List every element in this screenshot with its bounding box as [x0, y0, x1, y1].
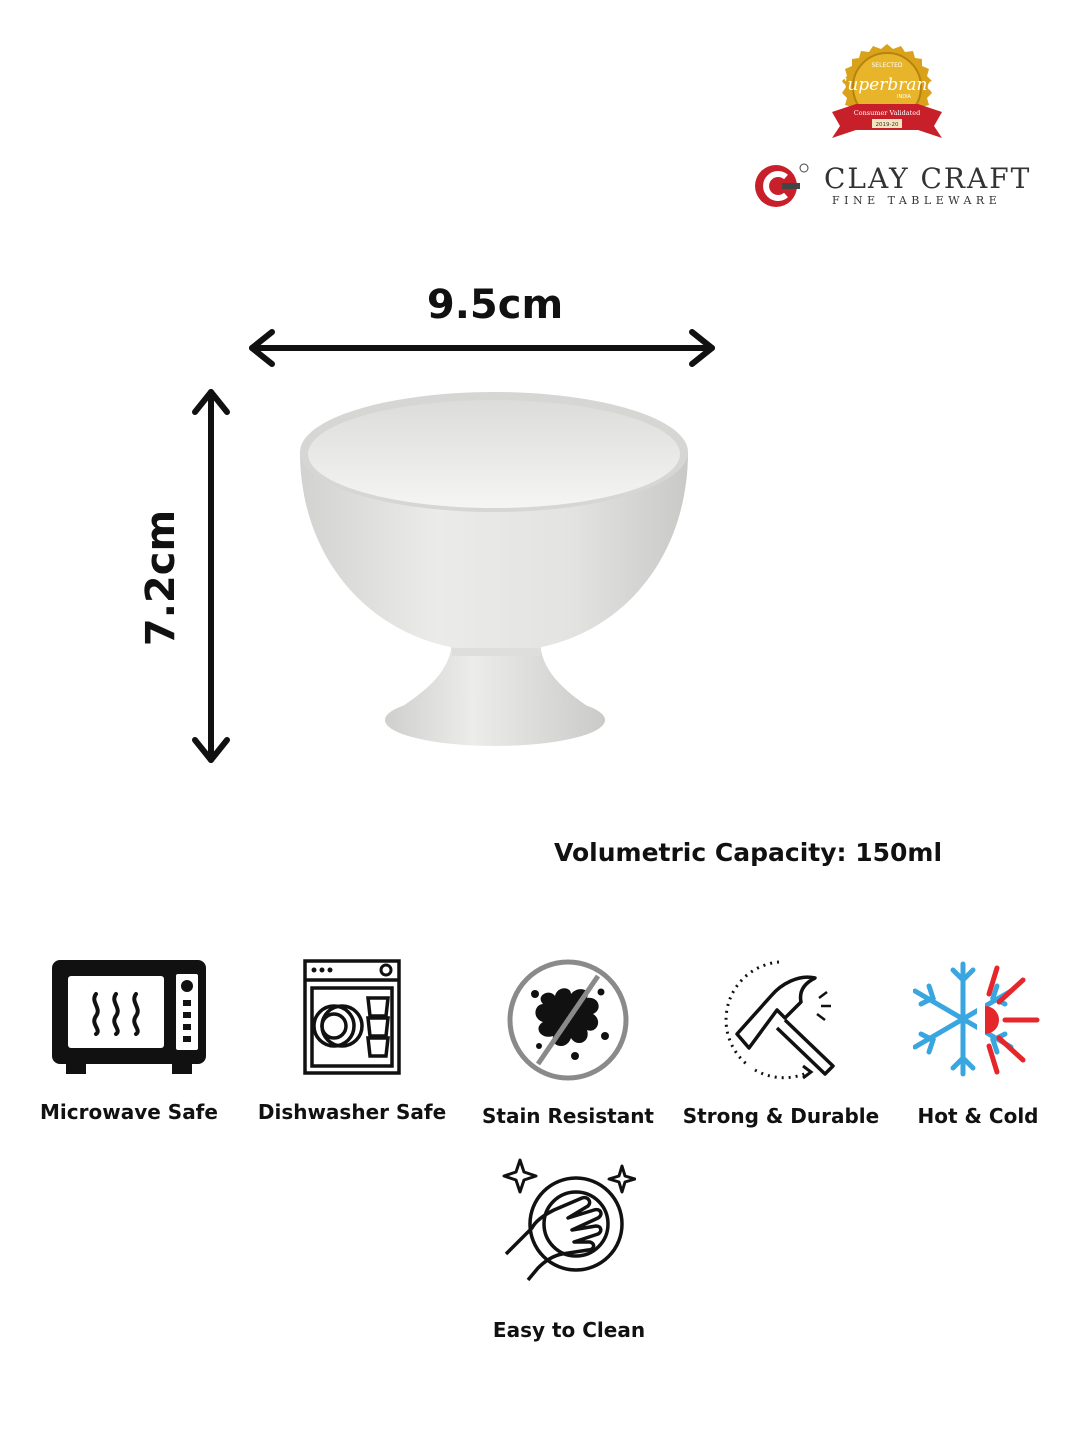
feature-easy-to-clean	[464, 1158, 674, 1342]
volumetric-capacity: Volumetric Capacity: 150ml	[554, 838, 943, 867]
clay-craft-mark-icon	[752, 160, 814, 210]
clay-craft-logo	[752, 158, 1032, 210]
dessert-bowl-image	[290, 380, 700, 770]
dishwasher-icon	[302, 958, 402, 1078]
feature-hot-cold	[873, 958, 1080, 1128]
width-arrow-right-head	[692, 332, 712, 364]
feature-microwave-safe	[24, 958, 234, 1124]
svg-text:Superbrand: Superbrand	[835, 75, 939, 95]
feature-label: Hot & Cold	[917, 1104, 1039, 1128]
svg-text:INDIA: INDIA	[897, 94, 911, 100]
width-arrow-left-head	[252, 332, 272, 364]
hot-cold-icon	[913, 958, 1043, 1082]
stain-resistant-icon	[505, 958, 631, 1082]
clean-plate-icon	[502, 1158, 636, 1288]
height-label: 7.2cm	[138, 509, 184, 647]
height-arrow-top-head	[195, 392, 227, 412]
feature-stain-resistant	[463, 958, 673, 1128]
hammer-icon	[719, 958, 843, 1082]
feature-dishwasher-safe	[247, 958, 457, 1124]
feature-label: Stain Resistant	[481, 1104, 654, 1128]
brand-tagline: FINE TABLEWARE	[832, 194, 1002, 207]
feature-label: Strong & Durable	[682, 1104, 880, 1128]
feature-label: Easy to Clean	[492, 1318, 646, 1342]
width-label: 9.5cm	[426, 282, 564, 328]
feature-label: Microwave Safe	[40, 1100, 218, 1124]
superbrand-badge	[826, 40, 948, 144]
microwave-icon	[50, 958, 208, 1078]
feature-label: Dishwasher Safe	[257, 1100, 447, 1124]
svg-text:Consumer Validated: Consumer Validated	[853, 109, 921, 117]
brand-name: CLAY CRAFT	[824, 162, 1032, 195]
svg-text:SELECTED: SELECTED	[871, 62, 903, 69]
svg-text:2019-20: 2019-20	[875, 122, 899, 128]
feature-strong-durable	[676, 958, 886, 1128]
height-arrow-bottom-head	[195, 740, 227, 760]
